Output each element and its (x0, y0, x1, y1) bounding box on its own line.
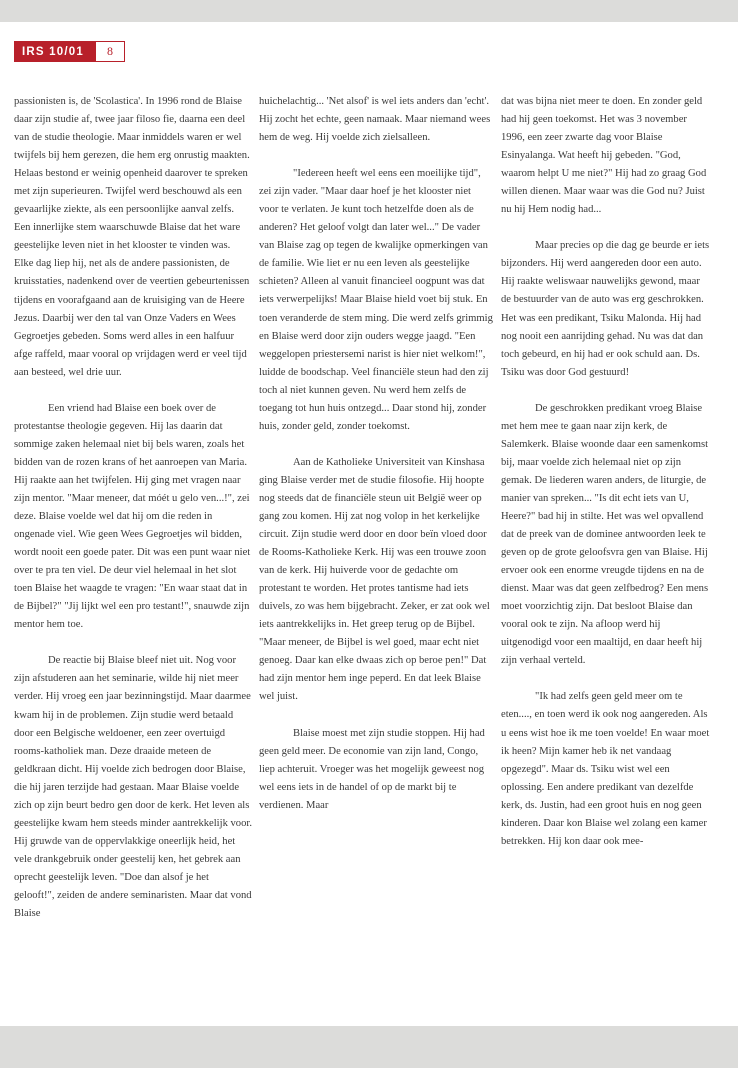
issue-header (14, 41, 125, 62)
article-paragraph: Een vriend had Blaise een boek over de protestantse theologie gegeven. Hij las daarin dat sommige zaken helemaal niet bij bels waren, zoals het bidden van de rozen krans of het aanroepen van Maria. Hij raakte aan het twijfelen. Hij ging met vragen naar zijn mentor. "Maar meneer, dat móét u gelo ven...!", zei deze. Blaise voelde wel dat hij om die reden in ongenade viel. Wie geen Wees Gegroetjes wil bidden, wordt nooit een goede pater. Dit was een punt waar niet over te pra ten viel. De deur viel helemaal in het slot toen Blaise het waagde te vragen: "En waar staat dat in de Bijbel?" "Jij lijkt wel een pro testant!", snauwde zijn mentor hem toe. (14, 402, 251, 631)
article-column-1 (14, 93, 252, 923)
article-paragraph: De reactie bij Blaise bleef niet uit. Nog voor zijn afstuderen aan het seminarie, wilde hij niet meer verder. Hij vroeg een jaar bezinningstijd. Maar daarmee kwam hij in de problemen. Zijn studie werd betaald door een Belgische weldoener, een zeer overtuigd rooms-katholiek man. Deze draaide meteen de geldkraan dicht. Hij voelde zich bedrogen door Blaise, die hij jaren terzijde had gestaan. Maar Blaise voelde zich op zijn beurt bedro gen door de kerk. Het leven als geestelijke kwam hem steeds minder aantrekkelijk voor. Hij gruwde van de oppervlakkige oneerlijk heid, het vele drankgebruik onder geestelij ken, het gebrek aan oprecht geestelijk leven. "Doe dan alsof je het gelooft!", zeiden de andere seminaristen. Maar dat vond Blaise (14, 655, 252, 920)
article-paragraph: "Iedereen heeft wel eens een moeilijke tijd", zei zijn vader. "Maar daar hoef je het klooster niet voor te verlaten. Je kunt toch hetzelfde doen als de anderen? Het geloof volgt dan later wel..." De vader van Blaise zag op tegen de kwalijke opmerkingen van de familie. Wie liet er nu een leven als geestelijke schieten? Alleen al vanuit financieel oogpunt was dat iets verwerpelijks! Maar Blaise hield voet bij stuk. En toen veranderde de stem ming. Die werd zelfs grimmig en Blaise werd door zijn ouders wegge jaagd. "Een weggelopen priestersemi narist is hier niet welkom!", luidde de boodschap. Veel financiële steun had den zij toch al niet kunnen geven. Nu werd hem zelfs de toegang tot hun huis ontzegd... Daar stond hij, zonder huis, zonder geld, zonder toekomst. (259, 168, 493, 432)
article-paragraph: Maar precies op die dag ge beurde er iets bijzonders. Hij werd aangereden door een auto. Hij raakte weliswaar nauwelijks gewond, maar de bestuurder van de auto was erg geschrokken. Het was een predikant, Tsiku Malonda. Hij had nog nooit een aanrijding gehad. Nu was dat dan toch gebeurd, en hij had er ook schuld aan. Ds. Tsiku was door God gestuurd! (501, 240, 710, 378)
article-paragraph: De geschrokken predikant vroeg Blaise met hem mee te gaan naar zijn kerk, de Salemkerk. Blaise woonde daar een samenkomst bij, maar voelde zich helemaal niet op zijn gemak. De liederen waren anders, de liturgie, de manier van spreken... "Is dit echt iets van U, Heere?" bad hij in stilte. Het was wel opvallend dat de preek van de dominee antwoorden leek te geven op de grote geloofsvra gen van Blaise. Hij ervoer ook een enorme vreugde tijdens en na de dienst. Maar was dat geen zelfbedrog? Een mens moet voorzichtig zijn. Dat besloot Blaise dan vooral ook te zijn. Na afloop werd hij uitgenodigd voor een maaltijd, en daar heeft hij zijn verhaal verteld. (501, 402, 709, 667)
article-paragraph: Aan de Katholieke Universiteit van Kinshasa ging Blaise verder met de studie filosofie. Hij hoopte nog steeds dat de financiële steun uit België weer op gang zou komen. Hij zat nog volop in het kerkelijke circuit. Zijn studie werd door en door beïn vloed door de Rooms-Katholieke Kerk. Hij was een trouwe zoon van de kerk. Hij huiverde voor de gedachte om protestant te worden. Het protes tantisme had iets duivels, zo was hem bijgebracht. Zeker, er zat ook wel iets aantrekkelijks in. Het greep terug op de Bijbel. "Maar meneer, de Bijbel is wel goed, maar echt niet genoeg. Daar kan elke dwaas zich op beroe pen!" Dat had zijn mentor hem inge peperd. En dat leek Blaise wel juist. (259, 456, 490, 703)
page-number: 8 (96, 41, 125, 62)
issue-label: IRS 10/01 (14, 41, 96, 62)
article-paragraph: Blaise moest met zijn studie stoppen. Hij had geen geld meer. De economie van zijn land, Congo, liep achteruit. Vroeger was het mogelijk geweest nog wel eens iets in de handel of op de markt bij te verdienen. Maar (259, 727, 485, 811)
article-paragraph: "Ik had zelfs geen geld meer om te eten...., en toen werd ik ook nog aangereden. Als u eens wist hoe ik me toen voelde! En waar moet ik heen? Mijn kamer heb ik net vandaag opgezegd". Maar ds. Tsiku wist wel een oplossing. Een andere predikant van dezelfde kerk, ds. Justin, had een groot huis en nog geen kinderen. Daar kon Blaise wel zolang een kamer betrekken. Hij kon daar ook mee- (501, 691, 710, 847)
magazine-page (0, 22, 738, 1026)
article-paragraph: huichelachtig... 'Net alsof' is wel iets anders dan 'echt'. Hij zocht het echte, geen namaak. Maar niemand wees hem de weg. Hij voelde zich zielsalleen. (259, 96, 491, 144)
article-paragraph: dat was bijna niet meer te doen. En zonder geld had hij geen toekomst. Het was 3 november 1996, een zeer zwarte dag voor Blaise Esinyalanga. Wat heeft hij gebeden. "God, waarom helpt U me niet?" Hij had zo graag God willen dienen. Maar waar was die God nu? Juist nu hij Hem nodig had... (501, 96, 707, 216)
article-paragraph: passionisten is, de 'Scolastica'. In 1996 rond de Blaise daar zijn studie af, twee jaar filoso fie, daarna een deel van de studie theologie. Maar inmiddels waren er wel twijfels bij hem gerezen, die hem erg onrustig maakten. Helaas bestond er weinig openheid daarover te spreken met zijn superieuren. Twijfel werd beschouwd als een gevaarlijke ziekte, als een persoonlijke aanval zelfs. Een innerlijke stem waarschuwde Blaise dat het ware geestelijke leven niet in het klooster te vinden was. Elke dag liep hij, net als de andere passionisten, de kruisstaties, nadenkend over de veertien gebeurtenissen tijdens en voorafgaand aan de kruisiging van de Heere Jezus. Daarbij wer den tal van Onze Vaders en Wees Gegroetjes gebeden. Soms werd alles in een halfuur afge raffeld, maar vooral op vrijdagen werd er veel tijd aan besteed, wel drie uur. (14, 96, 250, 378)
article-column-3 (501, 93, 711, 851)
article-column-2 (259, 93, 493, 815)
